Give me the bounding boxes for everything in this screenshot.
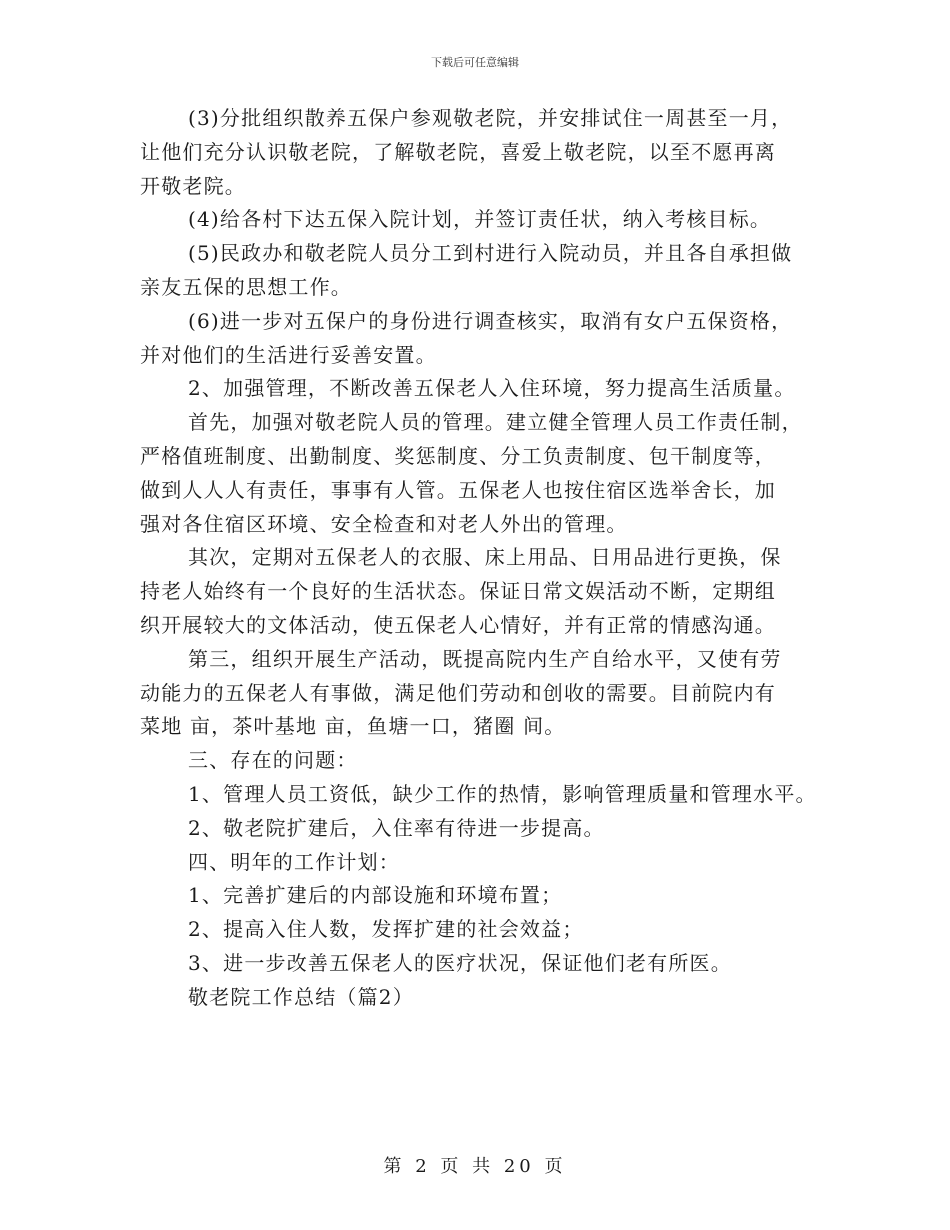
- paragraph-line: 织开展较大的文体活动，使五保老人心情好，并有正常的情感沟通。: [140, 612, 776, 637]
- section-heading: 三、存在的问题：: [188, 748, 358, 773]
- paragraph-line: 其次，定期对五保老人的衣服、床上用品、日用品进行更换，保: [188, 545, 782, 570]
- section-heading: 四、明年的工作计划：: [188, 849, 400, 874]
- section-heading: 2、加强管理，不断改善五保老人入住环境，努力提高生活质量。: [188, 376, 796, 401]
- paragraph-line: 动能力的五保老人有事做，满足他们劳动和创收的需要。目前院内有: [140, 680, 776, 705]
- paragraph-line: 严格值班制度、出勤制度、奖惩制度、分工负责制度、包干制度等，: [140, 443, 776, 468]
- list-item: 1、管理人员工资低，缺少工作的热情，影响管理质量和管理水平。: [188, 781, 817, 806]
- paragraph-line: 持老人始终有一个良好的生活状态。保证日常文娱活动不断，定期组: [140, 579, 776, 604]
- paragraph-line: 亲友五保的思想工作。: [140, 274, 352, 299]
- paragraph-line: 并对他们的生活进行妥善安置。: [140, 342, 437, 367]
- paragraph-line: 开敬老院。: [140, 173, 246, 198]
- list-item: 2、提高入住人数，发挥扩建的社会效益；: [188, 917, 584, 942]
- paragraph-line: 让他们充分认识敬老院，了解敬老院，喜爱上敬老院，以至不愿再离: [140, 139, 776, 164]
- paragraph-line: (4)给各村下达五保入院计划，并签订责任状，纳入考核目标。: [188, 207, 772, 232]
- paragraph-line: 做到人人人有责任，事事有人管。五保老人也按住宿区选举舍长，加: [140, 477, 776, 502]
- paragraph-line: (6)进一步对五保户的身份进行调查核实，取消有女户五保资格，: [188, 308, 793, 333]
- list-item: 1、完善扩建后的内部设施和环境布置；: [188, 883, 563, 908]
- paragraph-line: 第三，组织开展生产活动，既提高院内生产自给水平，又使有劳: [188, 646, 782, 671]
- paragraph-line: 首先，加强对敬老院人员的管理。建立健全管理人员工作责任制，: [188, 410, 803, 435]
- document-subtitle: 敬老院工作总结（篇2）: [188, 984, 414, 1009]
- paragraph-line: 菜地 亩，茶叶基地 亩，鱼塘一口，猪圈 间。: [140, 714, 566, 739]
- list-item: 2、敬老院扩建后，入住率有待进一步提高。: [188, 815, 605, 840]
- paragraph-line: 强对各住宿区环境、安全检查和对老人外出的管理。: [140, 511, 628, 536]
- paragraph-line: (3)分批组织散养五保户参观敬老院，并安排试住一周甚至一月，: [188, 106, 793, 130]
- page-indicator: 第 2 页 共 20 页: [383, 1156, 567, 1177]
- list-item: 3、进一步改善五保老人的医疗状况，保证他们老有所医。: [188, 950, 732, 975]
- header-note: 下载后可任意编辑: [431, 56, 519, 69]
- document-body: [140, 102, 830, 1015]
- paragraph-line: (5)民政办和敬老院人员分工到村进行入院动员，并且各自承担做: [188, 241, 793, 266]
